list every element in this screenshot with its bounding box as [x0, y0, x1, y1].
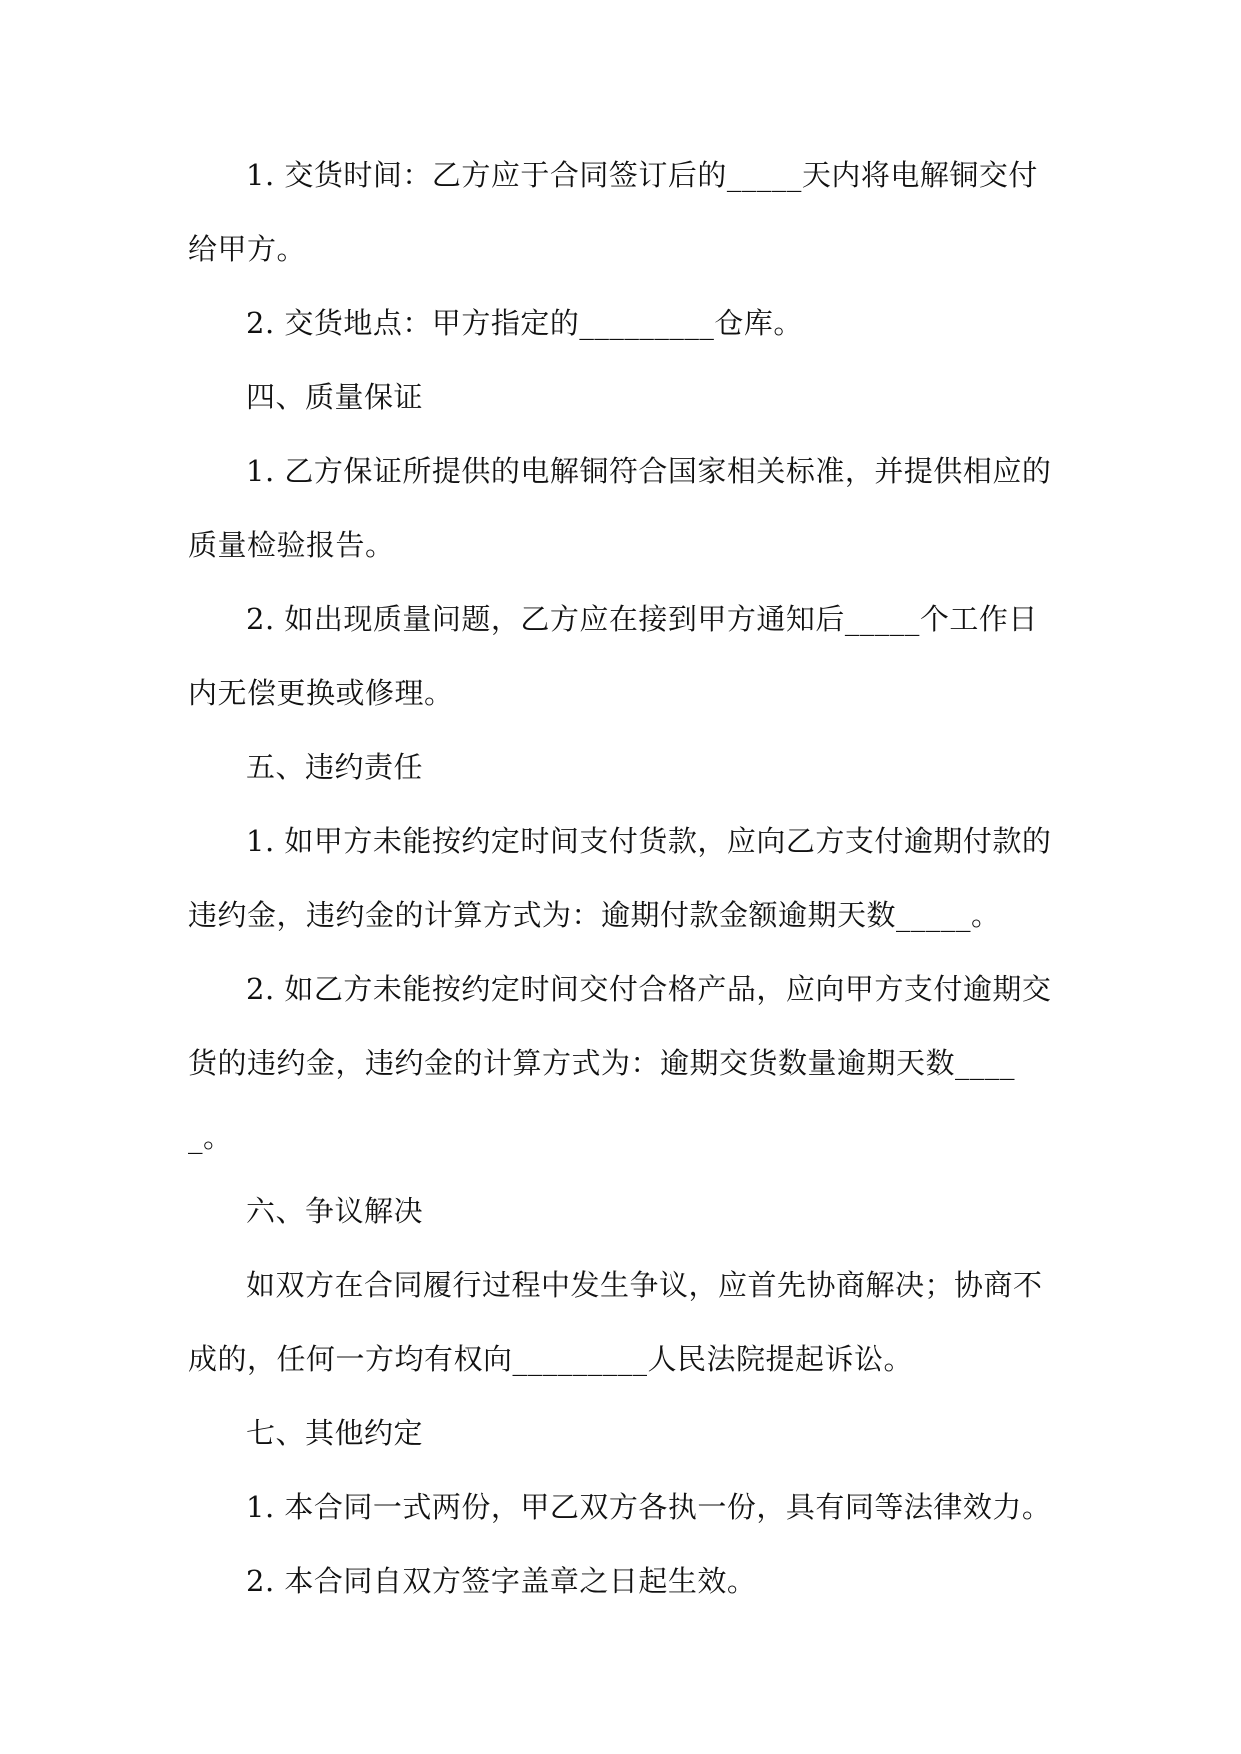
section-heading-quality: 四、质量保证 [246, 380, 424, 414]
clause-late-delivery: 2. 如乙方未能按约定时间交付合格产品，应向甲方支付逾期交货的违约金，违约金的计算方式为：逾期交货数量逾期天数_____。 [188, 972, 1052, 1154]
section-heading-dispute: 六、争议解决 [246, 1194, 424, 1228]
clause-effective: 2. 本合同自双方签字盖章之日起生效。 [246, 1564, 757, 1598]
clause-dispute-resolution: 如双方在合同履行过程中发生争议，应首先协商解决；协商不成的，任何一方均有权向_________人民法院提起诉讼。 [188, 1268, 1043, 1376]
clause-copies: 1. 本合同一式两份，甲乙双方各执一份，具有同等法律效力。 [246, 1490, 1052, 1524]
clause-delivery-location: 2. 交货地点：甲方指定的_________仓库。 [246, 306, 803, 340]
clause-delivery-time: 1. 交货时间：乙方应于合同签订后的_____天内将电解铜交付给甲方。 [188, 158, 1038, 266]
section-heading-breach: 五、违约责任 [246, 750, 424, 784]
document-body [188, 138, 1058, 1618]
clause-quality-issue: 2. 如出现质量问题，乙方应在接到甲方通知后_____个工作日内无偿更换或修理。 [188, 602, 1038, 710]
section-heading-other: 七、其他约定 [246, 1416, 424, 1450]
clause-late-payment: 1. 如甲方未能按约定时间支付货款，应向乙方支付逾期付款的违约金，违约金的计算方式为：逾期付款金额逾期天数_____。 [188, 824, 1052, 932]
clause-quality-standard: 1. 乙方保证所提供的电解铜符合国家相关标准，并提供相应的质量检验报告。 [188, 454, 1052, 562]
